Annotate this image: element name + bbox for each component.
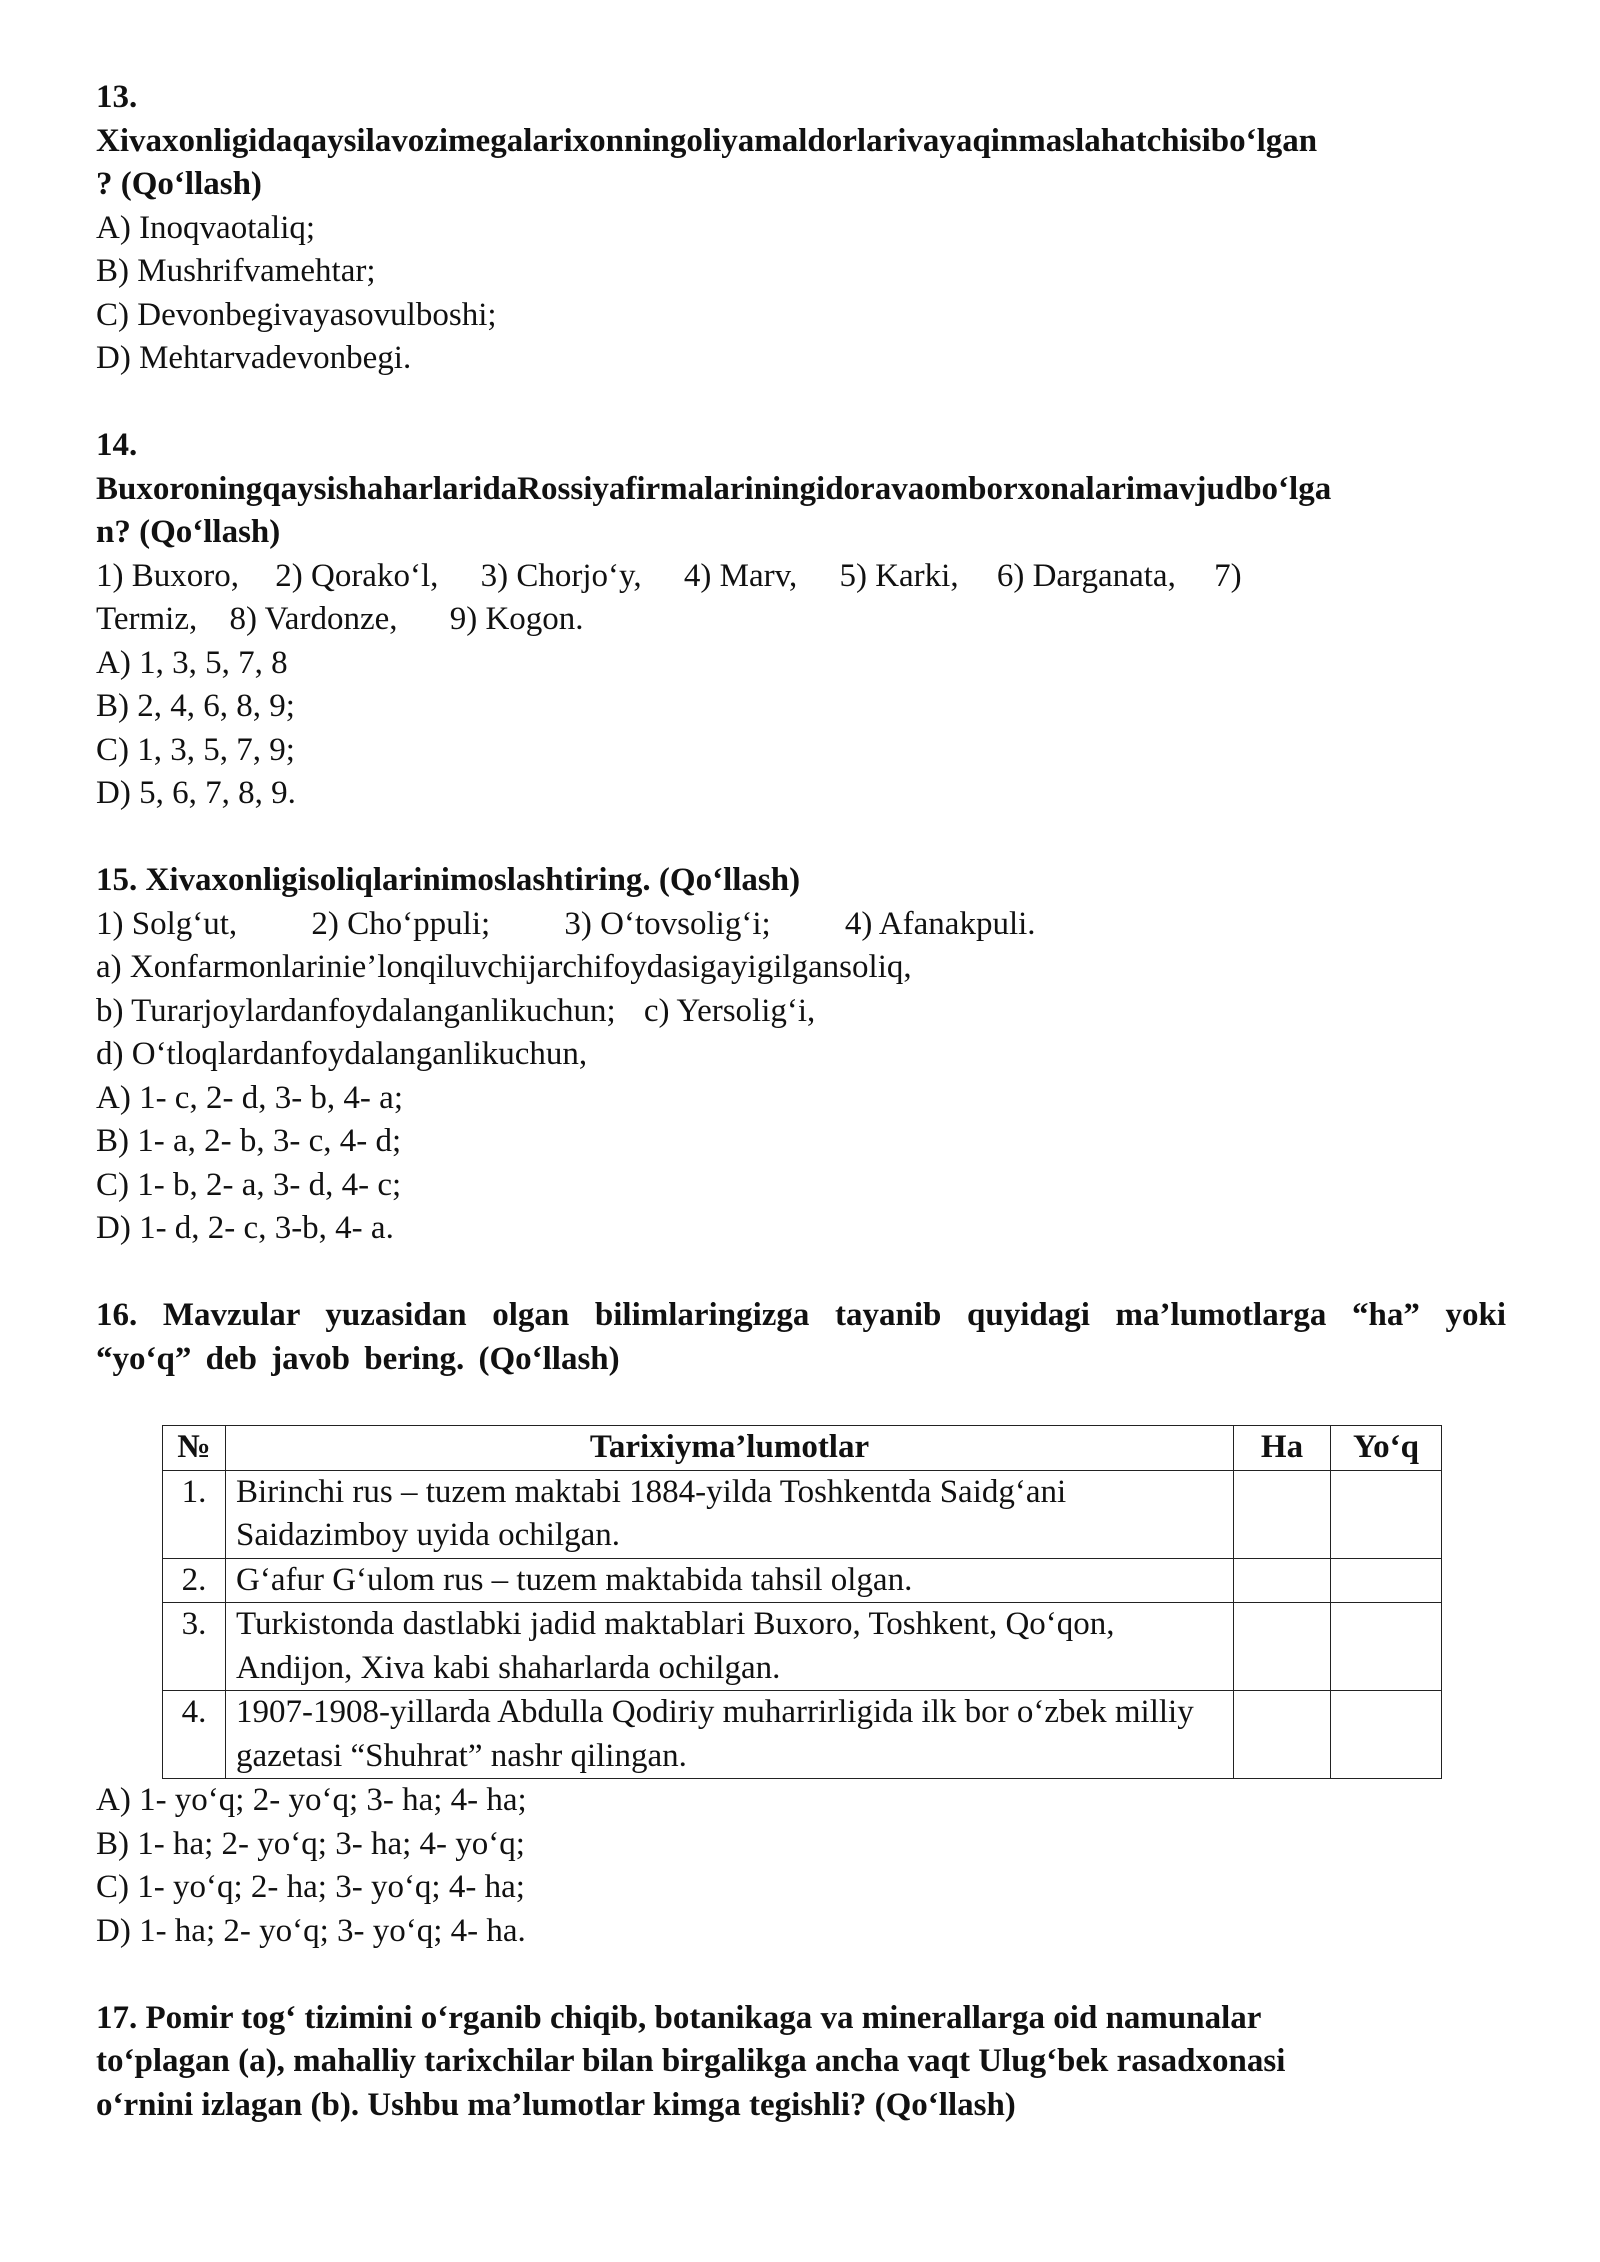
answer-option-b[interactable]: B) 1- ha; 2- yo‘q; 3- ha; 4- yo‘q;	[96, 1825, 525, 1862]
definition-c: c) Yersolig‘i,	[643, 992, 816, 1029]
answer-option-a[interactable]: A) 1- c, 2- d, 3- b, 4- a;	[96, 1079, 403, 1116]
answer-option-d[interactable]: D) 5, 6, 7, 8, 9.	[96, 775, 296, 811]
question-text-end: n? (Qo‘llash)	[96, 514, 281, 550]
question-number: 13.	[96, 79, 138, 115]
row-number: 1.	[163, 1470, 226, 1558]
question-title: 15. Xivaxonligisoliqlarinimoslashtiring. (Qo‘llash)	[96, 862, 801, 898]
city-item: 9) Kogon.	[449, 601, 584, 637]
tax-items	[96, 903, 1506, 947]
row-fact: Birinchi rus – tuzem maktabi 1884-yilda Toshkentda Saidg‘ani Saidazimboy uyida ochilgan.	[226, 1470, 1234, 1558]
row-number: 3.	[163, 1603, 226, 1691]
city-item: 1) Buxoro,	[96, 557, 239, 594]
tax-item: 3) O‘tovsolig‘i;	[564, 905, 771, 942]
header-number: №	[163, 1426, 226, 1471]
table-row	[163, 1470, 1442, 1558]
no-cell[interactable]	[1331, 1470, 1442, 1558]
row-number: 4.	[163, 1691, 226, 1779]
tax-item: 1) Solg‘ut,	[96, 905, 238, 942]
answer-option-c[interactable]: C) 1, 3, 5, 7, 9;	[96, 731, 295, 768]
tax-item: 4) Afanakpuli.	[844, 905, 1036, 942]
definition-a: a) Xonfarmonlarinie’lonqiluvchijarchifoydasigayigilgansoliq,	[96, 949, 912, 985]
answer-option-b[interactable]: B) Mushrifvamehtar;	[96, 253, 376, 289]
answer-option-d[interactable]: D) Mehtarvadevonbegi.	[96, 340, 412, 376]
question-title: 16. Mavzular yuzasidan olgan bilimlaringizga tayanib quyidagi ma’lumotlarga “ha” yoki “yo‘q” deb javob bering. (Qo‘llash)	[96, 1297, 1506, 1377]
question-text-line-2: to‘plagan (a), mahalliy tarixchilar bilan birgalikga ancha vaqt Ulug‘bek rasadxonasi	[96, 2043, 1286, 2079]
question-text-end: ? (Qo‘llash)	[96, 166, 262, 202]
test-page	[96, 76, 1506, 2127]
question-text: Xivaxonligidaqaysilavozimegalarixonningoliyamaldorlarivayaqinmaslahatchisibo‘lgan	[96, 122, 1318, 159]
definition-b-c-line	[96, 990, 1506, 1034]
header-yes: Ha	[1234, 1426, 1331, 1471]
yes-cell[interactable]	[1234, 1558, 1331, 1603]
city-item: 3) Chorjo‘y,	[480, 557, 642, 594]
table-row	[163, 1691, 1442, 1779]
city-item: 7)	[1214, 557, 1242, 594]
question-14	[96, 424, 1506, 816]
city-list-line-1	[96, 555, 1506, 599]
city-item: Termiz,	[96, 601, 198, 637]
answer-option-d[interactable]: D) 1- ha; 2- yo‘q; 3- yo‘q; 4- ha.	[96, 1912, 526, 1949]
answer-option-b[interactable]: B) 2, 4, 6, 8, 9;	[96, 688, 295, 724]
facts-table	[162, 1425, 1442, 1779]
answer-option-a[interactable]: A) 1, 3, 5, 7, 8	[96, 644, 288, 681]
table-row	[163, 1603, 1442, 1691]
city-item: 6) Darganata,	[996, 557, 1176, 594]
yes-cell[interactable]	[1234, 1603, 1331, 1691]
yes-cell[interactable]	[1234, 1691, 1331, 1779]
row-fact: Turkistonda dastlabki jadid maktablari Buxoro, Toshkent, Qo‘qon, Andijon, Xiva kabi shaharlarda ochilgan.	[226, 1603, 1234, 1691]
question-17	[96, 1997, 1506, 2128]
question-number: 14.	[96, 427, 138, 463]
definition-d: d) O‘tloqlardanfoydalanganlikuchun,	[96, 1036, 588, 1072]
row-fact: G‘afur G‘ulom rus – tuzem maktabida tahsil olgan.	[226, 1558, 1234, 1603]
city-item: 5) Karki,	[839, 557, 959, 594]
question-text-line-3: o‘rnini izlagan (b). Ushbu ma’lumotlar kimga tegishli? (Qo‘llash)	[96, 2086, 1016, 2123]
table-row	[163, 1558, 1442, 1603]
tax-item: 2) Cho‘ppuli;	[311, 905, 491, 942]
answer-option-d[interactable]: D) 1- d, 2- c, 3-b, 4- a.	[96, 1210, 394, 1246]
question-15	[96, 859, 1506, 1251]
city-item: 2) Qorako‘l,	[275, 557, 439, 594]
row-number: 2.	[163, 1558, 226, 1603]
question-text-line-1: 17. Pomir tog‘ tizimini o‘rganib chiqib, botanikaga va minerallarga oid namunalar	[96, 1999, 1262, 2036]
answer-option-c[interactable]: C) 1- b, 2- a, 3- d, 4- c;	[96, 1166, 402, 1203]
row-fact: 1907-1908-yillarda Abdulla Qodiriy muharrirligida ilk bor o‘zbek milliy gazetasi “Shuhrat” nashr qilingan.	[226, 1691, 1234, 1779]
no-cell[interactable]	[1331, 1603, 1442, 1691]
table-header-row	[163, 1426, 1442, 1471]
answer-option-c[interactable]: C) 1- yo‘q; 2- ha; 3- yo‘q; 4- ha;	[96, 1869, 525, 1905]
yes-cell[interactable]	[1234, 1470, 1331, 1558]
answer-option-a[interactable]: A) Inoqvaotaliq;	[96, 209, 316, 246]
question-16	[96, 1294, 1506, 1953]
no-cell[interactable]	[1331, 1691, 1442, 1779]
answer-option-b[interactable]: B) 1- a, 2- b, 3- c, 4- d;	[96, 1123, 402, 1159]
header-facts: Tarixiyma’lumotlar	[226, 1426, 1234, 1471]
answer-option-a[interactable]: A) 1- yo‘q; 2- yo‘q; 3- ha; 4- ha;	[96, 1782, 527, 1818]
question-text: BuxoroningqaysishaharlaridaRossiyafirmalariningidoravaomborxonalarimavjudbo‘lga	[96, 470, 1332, 507]
question-13	[96, 76, 1506, 381]
city-list-line-2	[96, 598, 1506, 642]
no-cell[interactable]	[1331, 1558, 1442, 1603]
header-no: Yo‘q	[1331, 1426, 1442, 1471]
definition-b: b) Turarjoylardanfoydalanganlikuchun;	[96, 992, 616, 1029]
city-item: 8) Vardonze,	[229, 601, 398, 637]
answer-option-c[interactable]: C) Devonbegivayasovulboshi;	[96, 296, 497, 333]
city-item: 4) Marv,	[683, 557, 798, 594]
